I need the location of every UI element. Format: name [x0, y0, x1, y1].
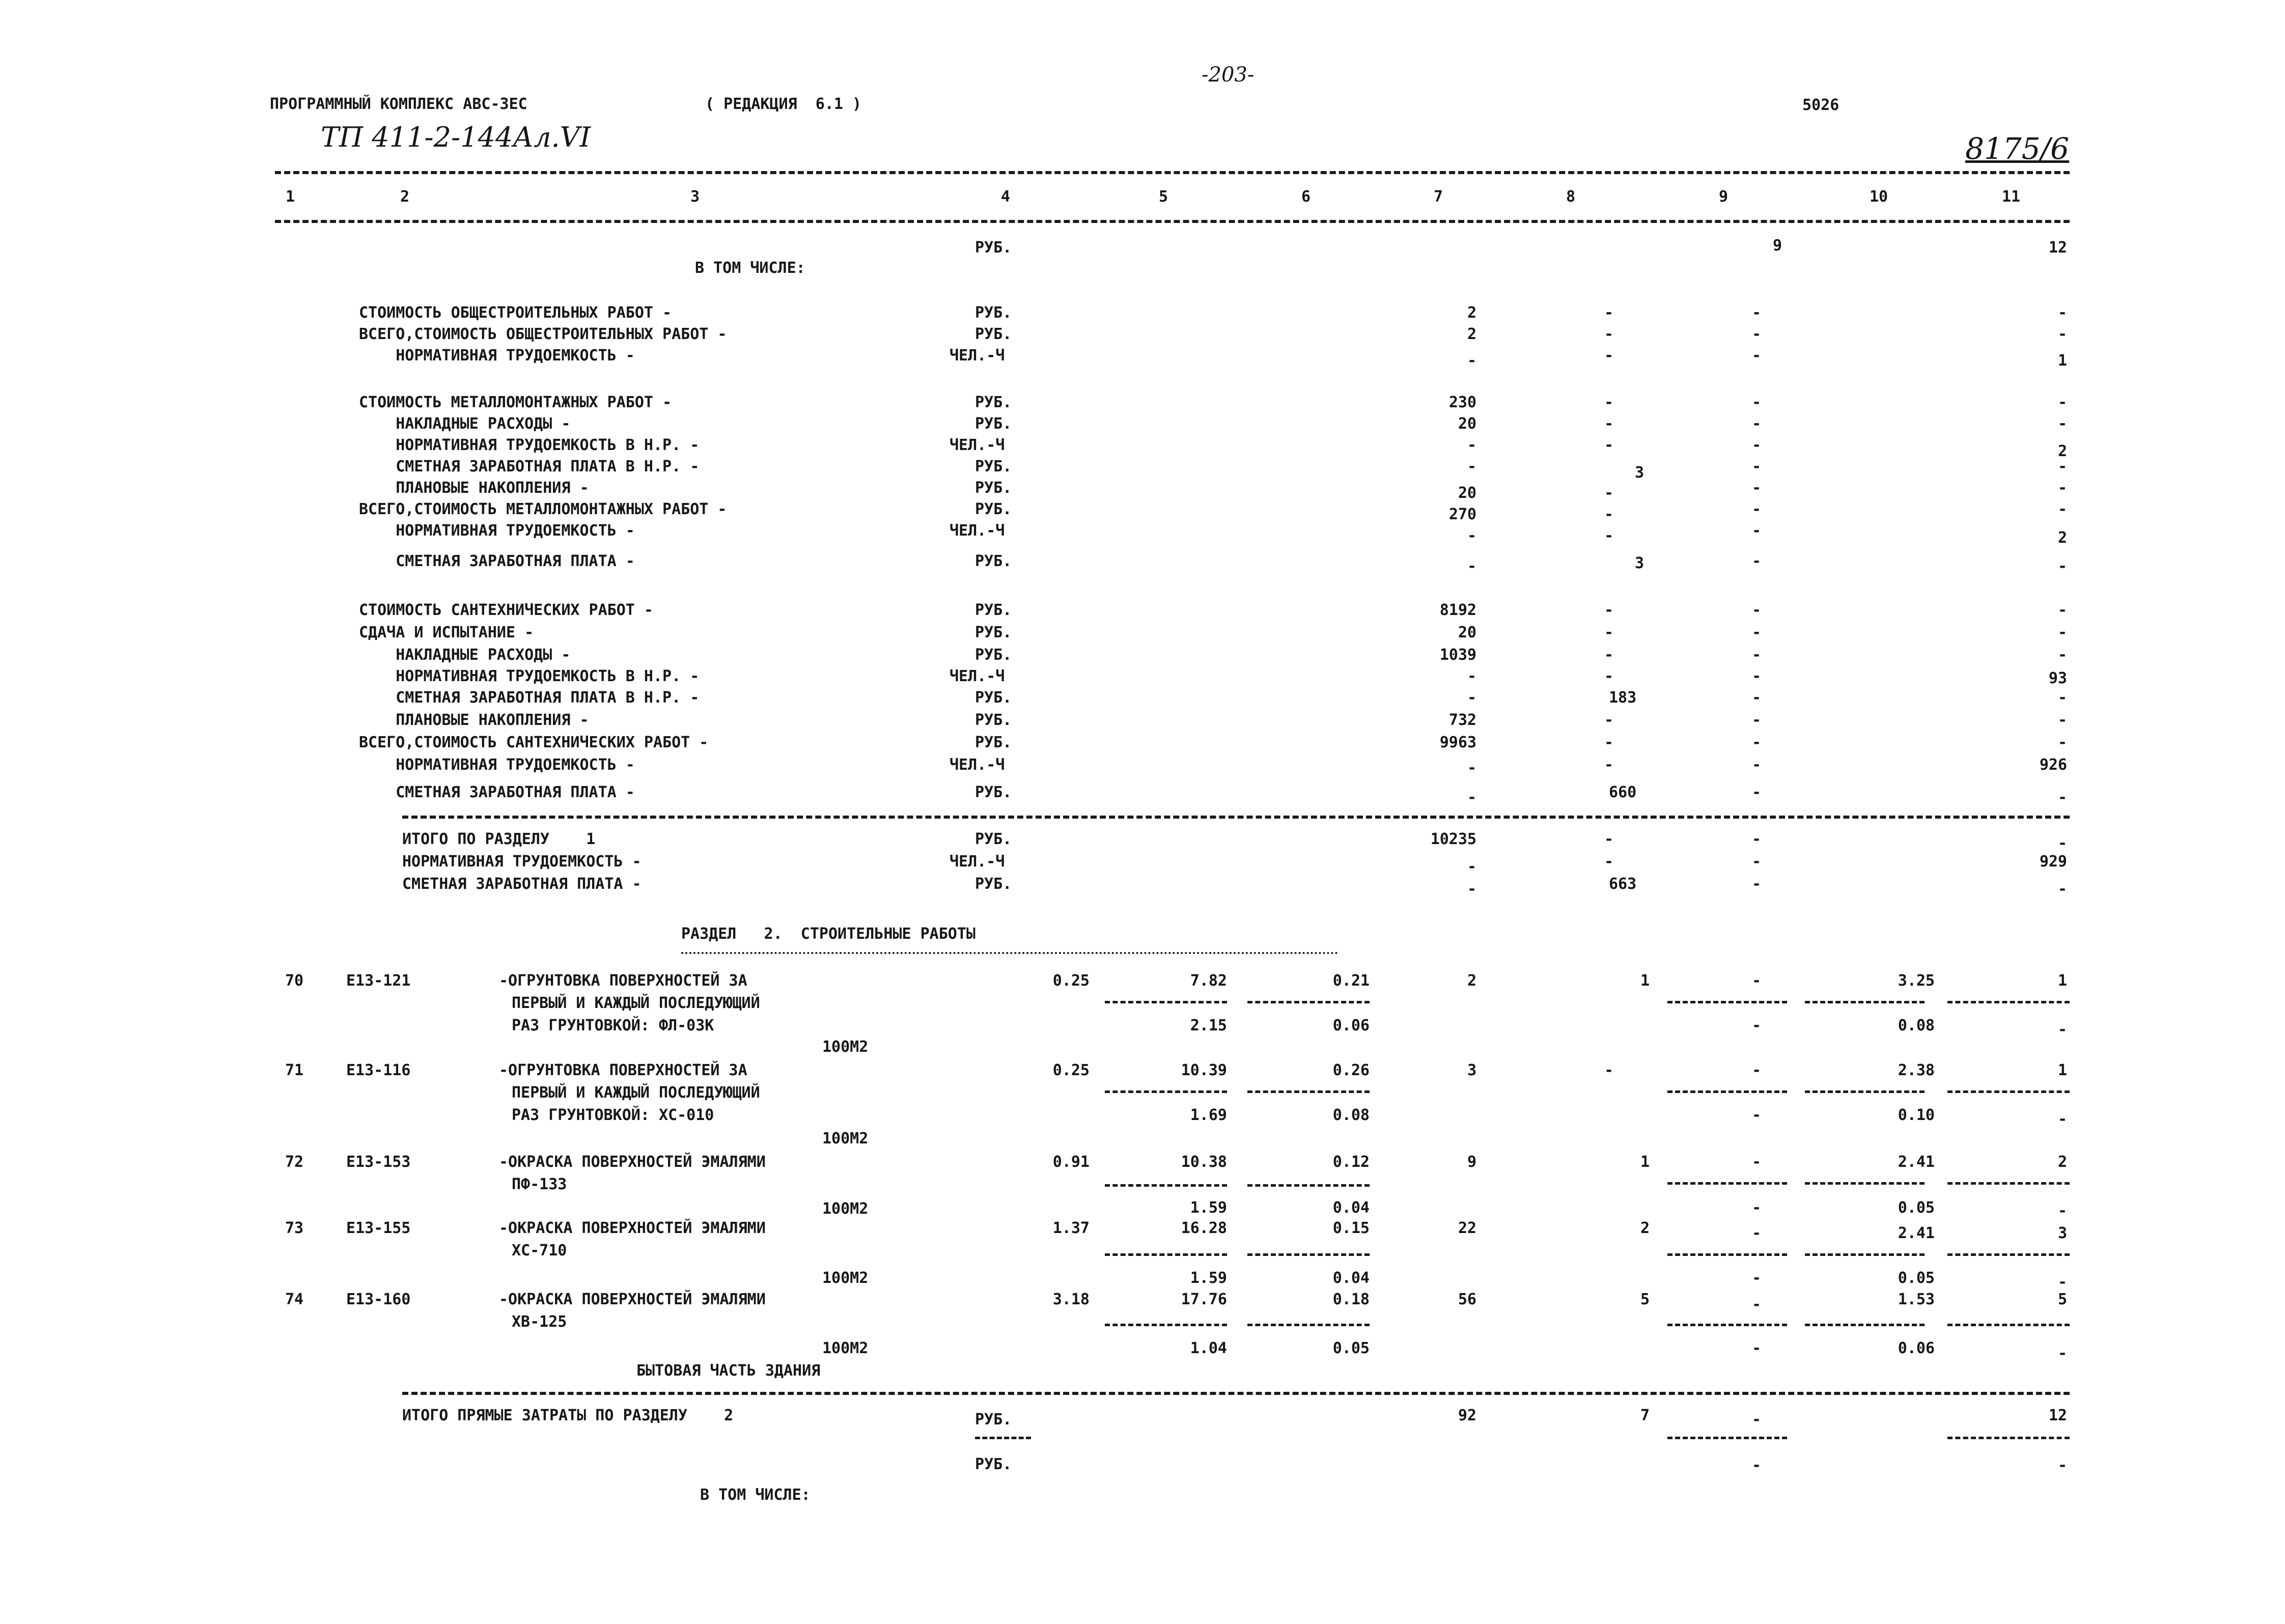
row-label: ИТОГО ПО РАЗДЕЛУ 1 — [402, 830, 596, 848]
row-col11: - — [2057, 394, 2067, 411]
row-col8: - — [1604, 325, 1614, 343]
item-quantity: 0.25 — [1052, 972, 1090, 990]
row-col11: 2 — [2057, 442, 2067, 460]
row-label: НОРМАТИВНАЯ ТРУДОЕМКОСТЬ - — [402, 853, 642, 871]
row-col11: 929 — [2039, 853, 2067, 871]
item-col11-top: 2 — [2057, 1153, 2067, 1171]
row-col7: 2 — [1467, 304, 1476, 322]
row-unit: РУБ. — [975, 458, 1012, 475]
row-col8: - — [1604, 436, 1614, 454]
col11-rule — [1947, 1437, 2070, 1439]
item-col6-top: 0.12 — [1332, 1153, 1370, 1171]
item-col6-bottom: 0.04 — [1332, 1199, 1370, 1217]
handwritten-sheet-number: 8175/6 — [1965, 131, 2070, 166]
item-description: -ОКРАСКА ПОВЕРХНОСТЕЙ ЭМАЛЯМИ — [499, 1291, 766, 1308]
row-unit: РУБ. — [975, 304, 1012, 322]
item-col6-top: 0.15 — [1332, 1219, 1370, 1237]
item-col10-bottom: 0.05 — [1898, 1199, 1935, 1217]
row-col8: - — [1604, 624, 1614, 641]
row-col11: - — [2057, 557, 2067, 575]
item-col8: - — [1604, 1061, 1614, 1079]
row-col9: - — [1751, 325, 1762, 343]
item-col5-top: 17.76 — [1181, 1291, 1227, 1308]
row-col9: - — [1751, 436, 1762, 454]
table-top-rule — [275, 171, 2070, 174]
row-label: ПЛАНОВЫЕ НАКОПЛЕНИЯ - — [359, 711, 589, 729]
row-col8: - — [1604, 646, 1614, 664]
row-label: НОРМАТИВНАЯ ТРУДОЕМКОСТЬ В Н.Р. - — [359, 436, 700, 454]
row-col11: 12 — [2048, 1407, 2067, 1424]
col11-rule — [1947, 1324, 2070, 1326]
handwritten-project-code: ТП 411-2-144Ал.VI — [321, 121, 591, 153]
item-unit: 100М2 — [822, 1339, 869, 1357]
row-col7: - — [1467, 527, 1476, 545]
row-col9: - — [1751, 304, 1762, 322]
item-description: ХС-710 — [512, 1242, 567, 1259]
item-col9-top: - — [1751, 1296, 1762, 1313]
item-col9-bottom: - — [1751, 1199, 1762, 1217]
column-header-10: 10 — [1869, 188, 1888, 206]
item-number: 72 — [285, 1153, 304, 1171]
row-col9: - — [1751, 711, 1762, 729]
col10-rule — [1805, 1253, 1925, 1256]
row-col9: - — [1751, 783, 1762, 801]
row-col7: 20 — [1458, 624, 1476, 641]
row-col8: 183 — [1609, 689, 1637, 707]
row-label: НОРМАТИВНАЯ ТРУДОЕМКОСТЬ В Н.Р. - — [359, 667, 700, 685]
item-col11-top: 1 — [2057, 1061, 2067, 1079]
col5-rule — [1105, 1001, 1227, 1003]
item-description: -ОКРАСКА ПОВЕРХНОСТЕЙ ЭМАЛЯМИ — [499, 1153, 766, 1171]
row-col8: - — [1604, 527, 1614, 545]
item-quantity: 3.18 — [1052, 1291, 1090, 1308]
item-col11-bottom: - — [2057, 1110, 2067, 1128]
section2-title: РАЗДЕЛ 2. СТРОИТЕЛЬНЫЕ РАБОТЫ — [681, 925, 976, 943]
row-label: ВСЕГО,СТОИМОСТЬ САНТЕХНИЧЕСКИХ РАБОТ - — [359, 734, 709, 751]
row-label: ИТОГО ПРЯМЫЕ ЗАТРАТЫ ПО РАЗДЕЛУ 2 — [402, 1407, 734, 1424]
column-header-7: 7 — [1433, 188, 1443, 206]
row-col7: 10235 — [1430, 830, 1476, 848]
item-col10-top: 2.41 — [1898, 1153, 1935, 1171]
section2-title-underline — [681, 952, 1338, 954]
item-col8: 5 — [1640, 1291, 1650, 1308]
row-unit: РУБ. — [975, 830, 1012, 848]
item-col10-bottom: 0.08 — [1898, 1017, 1935, 1034]
col9-rule — [1667, 1437, 1787, 1439]
column-header-9: 9 — [1718, 188, 1729, 206]
row-unit: РУБ. — [975, 711, 1012, 729]
row-col7: - — [1467, 880, 1476, 898]
row-col9: - — [1751, 853, 1762, 871]
col10-rule — [1805, 1324, 1925, 1326]
item-col5-bottom: 1.69 — [1190, 1106, 1227, 1124]
value-col9: 9 — [1772, 237, 1782, 255]
row-unit: ЧЕЛ.-Ч — [950, 347, 1005, 365]
row-col7: 92 — [1458, 1407, 1476, 1424]
item-col11-top: 1 — [2057, 972, 2067, 990]
item-col11-bottom: - — [2057, 1021, 2067, 1039]
value-col11: 12 — [2048, 239, 2067, 257]
row-label: НАКЛАДНЫЕ РАСХОДЫ - — [359, 646, 571, 664]
item-col5-bottom: 2.15 — [1190, 1017, 1227, 1034]
row-col9: - — [1751, 734, 1762, 751]
row-col11: 2 — [2057, 529, 2067, 547]
col6-rule — [1247, 1253, 1370, 1256]
col6-rule — [1247, 1090, 1370, 1093]
item-quantity: 0.91 — [1052, 1153, 1090, 1171]
row-col11: - — [2057, 834, 2067, 852]
row-col7: - — [1467, 789, 1476, 806]
row-col11: - — [2057, 415, 2067, 433]
footer-in-that-number-label: В ТОМ ЧИСЛЕ: — [700, 1486, 811, 1504]
item-code: Е13-116 — [346, 1061, 411, 1079]
row-col9: - — [1751, 394, 1762, 411]
column-header-11: 11 — [2001, 188, 2021, 206]
row-col7: - — [1467, 667, 1476, 685]
column-header-3: 3 — [690, 188, 700, 206]
row-unit: ЧЕЛ.-Ч — [950, 522, 1005, 540]
row-col11: - — [2057, 458, 2067, 475]
row-label: НАКЛАДНЫЕ РАСХОДЫ - — [359, 415, 571, 433]
col6-rule — [1247, 1324, 1370, 1326]
row-label: СТОИМОСТЬ МЕТАЛЛОМОНТАЖНЫХ РАБОТ - — [359, 394, 672, 411]
row-label: НОРМАТИВНАЯ ТРУДОЕМКОСТЬ - — [359, 522, 635, 540]
row-col8: - — [1604, 853, 1614, 871]
row-col11: - — [2057, 1457, 2067, 1474]
item-col10-bottom: 0.05 — [1898, 1269, 1935, 1287]
row-label: СМЕТНАЯ ЗАРАБОТНАЯ ПЛАТА В Н.Р. - — [359, 458, 700, 475]
item-description: ХВ-125 — [512, 1313, 567, 1331]
row-col7: 20 — [1458, 415, 1476, 433]
program-name: ПРОГРАММНЫЙ КОМПЛЕКС АВС-ЗЕС — [270, 95, 527, 113]
item-number: 73 — [285, 1219, 304, 1237]
item-quantity: 1.37 — [1052, 1219, 1090, 1237]
col5-rule — [1105, 1253, 1227, 1256]
column-header-rule — [275, 220, 2070, 223]
row-col11: - — [2057, 880, 2067, 898]
col6-rule — [1247, 1001, 1370, 1003]
item-col6-bottom: 0.04 — [1332, 1269, 1370, 1287]
row-label: СТОИМОСТЬ САНТЕХНИЧЕСКИХ РАБОТ - — [359, 601, 653, 619]
row-label: СМЕТНАЯ ЗАРАБОТНАЯ ПЛАТА - — [359, 783, 635, 801]
row-col11: - — [2057, 711, 2067, 729]
row-col11: - — [2057, 689, 2067, 707]
row-unit: РУБ. — [975, 500, 1012, 518]
row-col11: - — [2057, 601, 2067, 619]
item-col7: 22 — [1458, 1219, 1476, 1237]
unit: РУБ. — [975, 239, 1012, 257]
item-code: Е13-155 — [346, 1219, 411, 1237]
row-col11: - — [2057, 325, 2067, 343]
item-col9-bottom: - — [1751, 1269, 1762, 1287]
row-col8: - — [1604, 830, 1614, 848]
row-col7: - — [1467, 689, 1476, 707]
item-col7: 3 — [1467, 1061, 1476, 1079]
row-col7: - — [1467, 557, 1476, 575]
row-label: НОРМАТИВНАЯ ТРУДОЕМКОСТЬ - — [359, 347, 635, 365]
bottom-total-rule — [402, 1392, 2070, 1395]
item-col10-bottom: 0.10 — [1898, 1106, 1935, 1124]
row-col8: 660 — [1609, 783, 1637, 801]
col9-rule — [1667, 1001, 1787, 1003]
item-number: 71 — [285, 1061, 304, 1079]
row-col9: - — [1751, 689, 1762, 707]
item-col9-top: - — [1751, 1153, 1762, 1171]
item-description: -ОГРУНТОВКА ПОВЕРХНОСТЕЙ ЗА — [499, 1061, 747, 1079]
row-col7: - — [1467, 858, 1476, 876]
item-description: -ОГРУНТОВКА ПОВЕРХНОСТЕЙ ЗА — [499, 972, 747, 990]
item-col11-bottom: - — [2057, 1345, 2067, 1362]
row-col9: - — [1751, 347, 1762, 365]
column-header-8: 8 — [1566, 188, 1576, 206]
row-col7: 20 — [1458, 484, 1476, 502]
document-code: 5026 — [1802, 96, 1840, 114]
item-col6-top: 0.26 — [1332, 1061, 1370, 1079]
column-header-1: 1 — [285, 188, 295, 206]
col6-rule — [1247, 1184, 1370, 1187]
row-unit: РУБ. — [975, 601, 1012, 619]
item-col7: 2 — [1467, 972, 1476, 990]
col11-rule — [1947, 1001, 2070, 1003]
row-label: НОРМАТИВНАЯ ТРУДОЕМКОСТЬ - — [359, 756, 635, 774]
item-code: Е13-121 — [346, 972, 411, 990]
col11-rule — [1947, 1253, 2070, 1256]
item-col8: 2 — [1640, 1219, 1650, 1237]
row-unit: РУБ. — [975, 689, 1012, 707]
item-unit: 100М2 — [822, 1200, 869, 1218]
row-col9: - — [1751, 875, 1762, 893]
row-col8: - — [1604, 347, 1614, 365]
item-code: Е13-160 — [346, 1291, 411, 1308]
item-col11-bottom: - — [2057, 1273, 2067, 1291]
item-col6-bottom: 0.05 — [1332, 1339, 1370, 1357]
row-col11: - — [2057, 304, 2067, 322]
row-col9: - — [1751, 479, 1762, 497]
item-description: ПЕРВЫЙ И КАЖДЫЙ ПОСЛЕДУЮЩИЙ — [512, 1084, 760, 1102]
item-col10-top: 3.25 — [1898, 972, 1935, 990]
row-col8: - — [1604, 711, 1614, 729]
row-col7: 732 — [1448, 711, 1476, 729]
row-label: СМЕТНАЯ ЗАРАБОТНАЯ ПЛАТА В Н.Р. - — [359, 689, 700, 707]
row-col9: - — [1751, 458, 1762, 475]
row-unit: РУБ. — [975, 394, 1012, 411]
item-col6-top: 0.18 — [1332, 1291, 1370, 1308]
row-unit: ЧЕЛ.-Ч — [950, 853, 1005, 871]
col5-rule — [1105, 1184, 1227, 1187]
row-col7: 9963 — [1439, 734, 1476, 751]
item-col6-bottom: 0.08 — [1332, 1106, 1370, 1124]
item-description: ПФ-133 — [512, 1175, 567, 1193]
row-col9: - — [1751, 667, 1762, 685]
row-col7: - — [1467, 436, 1476, 454]
column-header-2: 2 — [400, 188, 410, 206]
row-unit: ЧЕЛ.-Ч — [950, 436, 1005, 454]
col9-rule — [1667, 1090, 1787, 1093]
row-label: ВСЕГО,СТОИМОСТЬ ОБЩЕСТРОИТЕЛЬНЫХ РАБОТ - — [359, 325, 727, 343]
item-number: 70 — [285, 972, 304, 990]
item-col5-top: 16.28 — [1181, 1219, 1227, 1237]
row-col9: - — [1751, 522, 1762, 540]
item-col6-top: 0.21 — [1332, 972, 1370, 990]
row-col11: - — [2057, 646, 2067, 664]
row-col11: 1 — [2057, 352, 2067, 370]
row-unit: РУБ. — [975, 415, 1012, 433]
item-description: ПЕРВЫЙ И КАЖДЫЙ ПОСЛЕДУЮЩИЙ — [512, 994, 760, 1012]
column-header-6: 6 — [1301, 188, 1311, 206]
row-col11: - — [2057, 500, 2067, 518]
item-number: 74 — [285, 1291, 304, 1308]
item-col9-top: - — [1751, 1061, 1762, 1079]
row-col8: - — [1604, 484, 1614, 502]
item-col9-top: - — [1751, 972, 1762, 990]
row-col9: - — [1751, 500, 1762, 518]
item-col9-top: - — [1751, 1224, 1762, 1242]
item-description: РАЗ ГРУНТОВКОЙ: ХС-010 — [512, 1106, 714, 1124]
row-label: СМЕТНАЯ ЗАРАБОТНАЯ ПЛАТА - — [359, 552, 635, 570]
row-label: СМЕТНАЯ ЗАРАБОТНАЯ ПЛАТА - — [402, 875, 642, 893]
item-col11-bottom: - — [2057, 1202, 2067, 1220]
column-header-5: 5 — [1158, 188, 1168, 206]
item-col7: 56 — [1458, 1291, 1476, 1308]
item-unit: 100М2 — [822, 1269, 869, 1287]
row-unit: ЧЕЛ.-Ч — [950, 667, 1005, 685]
row-unit: РУБ. — [975, 1455, 1012, 1473]
row-unit: РУБ. — [975, 734, 1012, 751]
row-unit: РУБ. — [975, 479, 1012, 497]
row-col11: 926 — [2039, 756, 2067, 774]
item-col8: 1 — [1640, 972, 1650, 990]
row-col9: - — [1751, 601, 1762, 619]
row-col8: - — [1604, 667, 1614, 685]
section1-total-rule — [402, 816, 2070, 819]
item-col10-bottom: 0.06 — [1898, 1339, 1935, 1357]
row-col7: - — [1467, 759, 1476, 777]
row-unit: РУБ. — [975, 325, 1012, 343]
col9-rule — [1667, 1324, 1787, 1326]
item-col5-bottom: 1.59 — [1190, 1269, 1227, 1287]
row-col9: - — [1751, 624, 1762, 641]
item-col10-top: 2.38 — [1898, 1061, 1935, 1079]
row-col11: - — [2057, 624, 2067, 641]
col11-rule — [1947, 1182, 2070, 1185]
row-col8: 3 — [1634, 464, 1645, 482]
row-col9: - — [1751, 415, 1762, 433]
col5-rule — [1105, 1090, 1227, 1093]
row-unit: РУБ. — [975, 552, 1012, 570]
row-label: СТОИМОСТЬ ОБЩЕСТРОИТЕЛЬНЫХ РАБОТ - — [359, 304, 672, 322]
row-col9: - — [1751, 646, 1762, 664]
item-col6-bottom: 0.06 — [1332, 1017, 1370, 1034]
row-col8: - — [1604, 394, 1614, 411]
item-code: Е13-153 — [346, 1153, 411, 1171]
row-col11: - — [2057, 789, 2067, 806]
row-label: ВСЕГО,СТОИМОСТЬ МЕТАЛЛОМОНТАЖНЫХ РАБОТ - — [359, 500, 727, 518]
row-col7: 2 — [1467, 325, 1476, 343]
row-unit: РУБ. — [975, 1411, 1012, 1429]
item-col9-bottom: - — [1751, 1017, 1762, 1034]
column-header-4: 4 — [1000, 188, 1011, 206]
item-unit: 100М2 — [822, 1038, 869, 1056]
row-col7: 8192 — [1439, 601, 1476, 619]
col5-rule — [1105, 1324, 1227, 1326]
row-col8: 7 — [1640, 1407, 1650, 1424]
row-col8: - — [1604, 601, 1614, 619]
row-col8: - — [1604, 756, 1614, 774]
row-col11: - — [2057, 734, 2067, 751]
row-col9: - — [1751, 830, 1762, 848]
item-col5-bottom: 1.59 — [1190, 1199, 1227, 1217]
unit-rule — [975, 1437, 1031, 1439]
item-col9-bottom: - — [1751, 1106, 1762, 1124]
row-col7: - — [1467, 352, 1476, 370]
row-col9: - — [1751, 1457, 1762, 1474]
row-label: ПЛАНОВЫЕ НАКОПЛЕНИЯ - — [359, 479, 589, 497]
row-col11: 93 — [2048, 669, 2067, 687]
subsection-label: БЫТОВАЯ ЧАСТЬ ЗДАНИЯ — [636, 1362, 821, 1380]
row-col9: - — [1751, 552, 1762, 570]
row-col8: - — [1604, 415, 1614, 433]
row-col8: - — [1604, 506, 1614, 523]
page-number: -203- — [1202, 63, 1255, 87]
col10-rule — [1805, 1001, 1925, 1003]
item-quantity: 0.25 — [1052, 1061, 1090, 1079]
row-col8: - — [1604, 304, 1614, 322]
row-unit: РУБ. — [975, 875, 1012, 893]
col9-rule — [1667, 1182, 1787, 1185]
col9-rule — [1667, 1253, 1787, 1256]
row-unit: РУБ. — [975, 646, 1012, 664]
row-unit: РУБ. — [975, 783, 1012, 801]
item-col11-top: 5 — [2057, 1291, 2067, 1308]
item-description: -ОКРАСКА ПОВЕРХНОСТЕЙ ЭМАЛЯМИ — [499, 1219, 766, 1237]
item-col8: 1 — [1640, 1153, 1650, 1171]
row-col7: - — [1467, 458, 1476, 475]
row-col11: - — [2057, 479, 2067, 497]
row-col8: 663 — [1609, 875, 1637, 893]
col10-rule — [1805, 1090, 1925, 1093]
item-col5-top: 10.38 — [1181, 1153, 1227, 1171]
row-col7: 230 — [1448, 394, 1476, 411]
row-unit: РУБ. — [975, 624, 1012, 641]
edition-label: ( РЕДАКЦИЯ 6.1 ) — [705, 95, 862, 113]
item-col5-top: 10.39 — [1181, 1061, 1227, 1079]
item-col9-bottom: - — [1751, 1339, 1762, 1357]
item-col5-top: 7.82 — [1190, 972, 1227, 990]
in-that-number-label: В ТОМ ЧИСЛЕ: — [695, 259, 805, 277]
item-col11-top: 3 — [2057, 1224, 2067, 1242]
col10-rule — [1805, 1182, 1925, 1185]
row-col8: - — [1604, 734, 1614, 751]
item-description: РАЗ ГРУНТОВКОЙ: ФЛ-03К — [512, 1017, 714, 1034]
item-col10-top: 1.53 — [1898, 1291, 1935, 1308]
row-col7: 1039 — [1439, 646, 1476, 664]
row-label: СДАЧА И ИСПЫТАНИЕ - — [359, 624, 534, 641]
item-col7: 9 — [1467, 1153, 1476, 1171]
col11-rule — [1947, 1090, 2070, 1093]
row-col9: - — [1751, 1411, 1762, 1429]
item-col10-top: 2.41 — [1898, 1224, 1935, 1242]
item-col5-bottom: 1.04 — [1190, 1339, 1227, 1357]
row-col7: 270 — [1448, 506, 1476, 523]
item-unit: 100М2 — [822, 1130, 869, 1147]
row-col8: 3 — [1634, 554, 1645, 572]
row-unit: ЧЕЛ.-Ч — [950, 756, 1005, 774]
row-col9: - — [1751, 756, 1762, 774]
